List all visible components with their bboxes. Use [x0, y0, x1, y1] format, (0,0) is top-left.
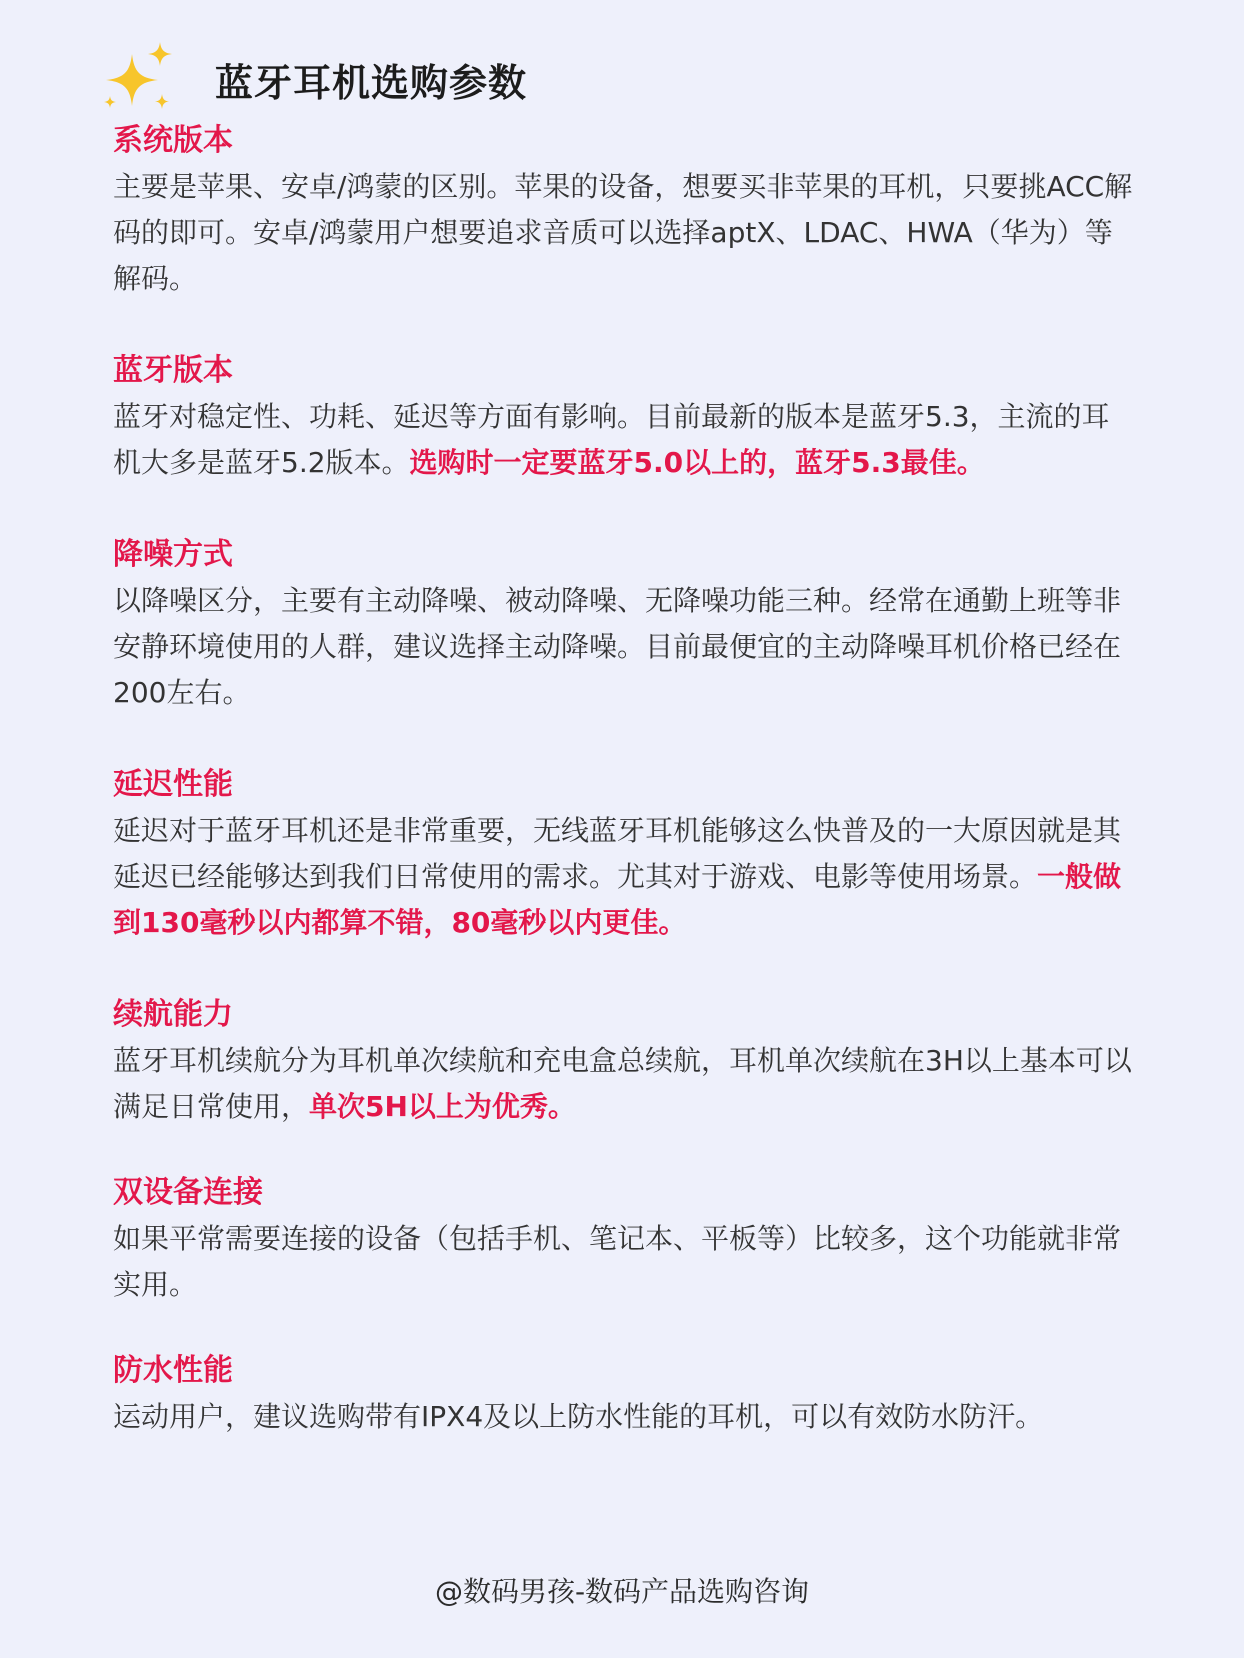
body-text: 主要是苹果、安卓/鸿蒙的区别。苹果的设备，想要买非苹果的耳机，只要挑ACC解码的即可。安卓/鸿蒙用户想要追求音质可以选择aptX、LDAC、HWA（华为）等解码。	[113, 170, 1133, 295]
sparkles-icon	[100, 40, 180, 120]
body-text: 蓝牙对稳定性、功耗、延迟等方面有影响。目前最新的版本是蓝牙5.3，主流的耳机大多是蓝牙5.2版本。	[113, 400, 1110, 479]
section-body	[113, 1216, 1133, 1308]
section-body	[113, 578, 1133, 716]
section-waterproof	[113, 1348, 1133, 1440]
header	[100, 40, 180, 120]
footer-credit: @数码男孩-数码产品选购咨询	[434, 1575, 810, 1608]
section-title: 降噪方式	[113, 537, 233, 572]
highlight-text: 选购时一定要蓝牙5.0以上的，蓝牙5.3最佳。	[409, 446, 985, 479]
section-bluetooth-version	[113, 348, 1133, 486]
highlight-text: 单次5H以上为优秀。	[309, 1090, 576, 1123]
section-title: 系统版本	[113, 123, 233, 158]
section-body	[113, 394, 1133, 486]
section-noise-cancelling	[113, 532, 1133, 716]
body-text: 以降噪区分，主要有主动降噪、被动降噪、无降噪功能三种。经常在通勤上班等非安静环境使用的人群，建议选择主动降噪。目前最便宜的主动降噪耳机价格已经在200左右。	[113, 584, 1122, 709]
section-system-version	[113, 118, 1133, 302]
section-title: 续航能力	[113, 997, 233, 1032]
section-body	[113, 164, 1133, 302]
body-text: 运动用户，建议选购带有IPX4及以上防水性能的耳机，可以有效防水防汗。	[113, 1400, 1044, 1433]
content	[113, 118, 1133, 1440]
section-title: 蓝牙版本	[113, 353, 233, 388]
section-body	[113, 1394, 1133, 1440]
section-latency	[113, 762, 1133, 946]
body-text: 蓝牙耳机续航分为耳机单次续航和充电盒总续航，耳机单次续航在3H以上基本可以满足日常使用，	[113, 1044, 1132, 1123]
section-body	[113, 808, 1133, 946]
section-title: 防水性能	[113, 1353, 233, 1388]
highlight-text: 一般做到130毫秒以内都算不错，80毫秒以内更佳。	[113, 860, 1122, 939]
section-body	[113, 1038, 1133, 1130]
section-battery-life	[113, 992, 1133, 1130]
section-title: 延迟性能	[113, 767, 233, 802]
page-title: 蓝牙耳机选购参数	[215, 61, 528, 105]
section-title: 双设备连接	[113, 1175, 263, 1210]
section-dual-device	[113, 1170, 1133, 1308]
body-text: 如果平常需要连接的设备（包括手机、笔记本、平板等）比较多，这个功能就非常实用。	[113, 1222, 1122, 1301]
body-text: 延迟对于蓝牙耳机还是非常重要，无线蓝牙耳机能够这么快普及的一大原因就是其延迟已经能够达到我们日常使用的需求。尤其对于游戏、电影等使用场景。	[113, 814, 1122, 893]
